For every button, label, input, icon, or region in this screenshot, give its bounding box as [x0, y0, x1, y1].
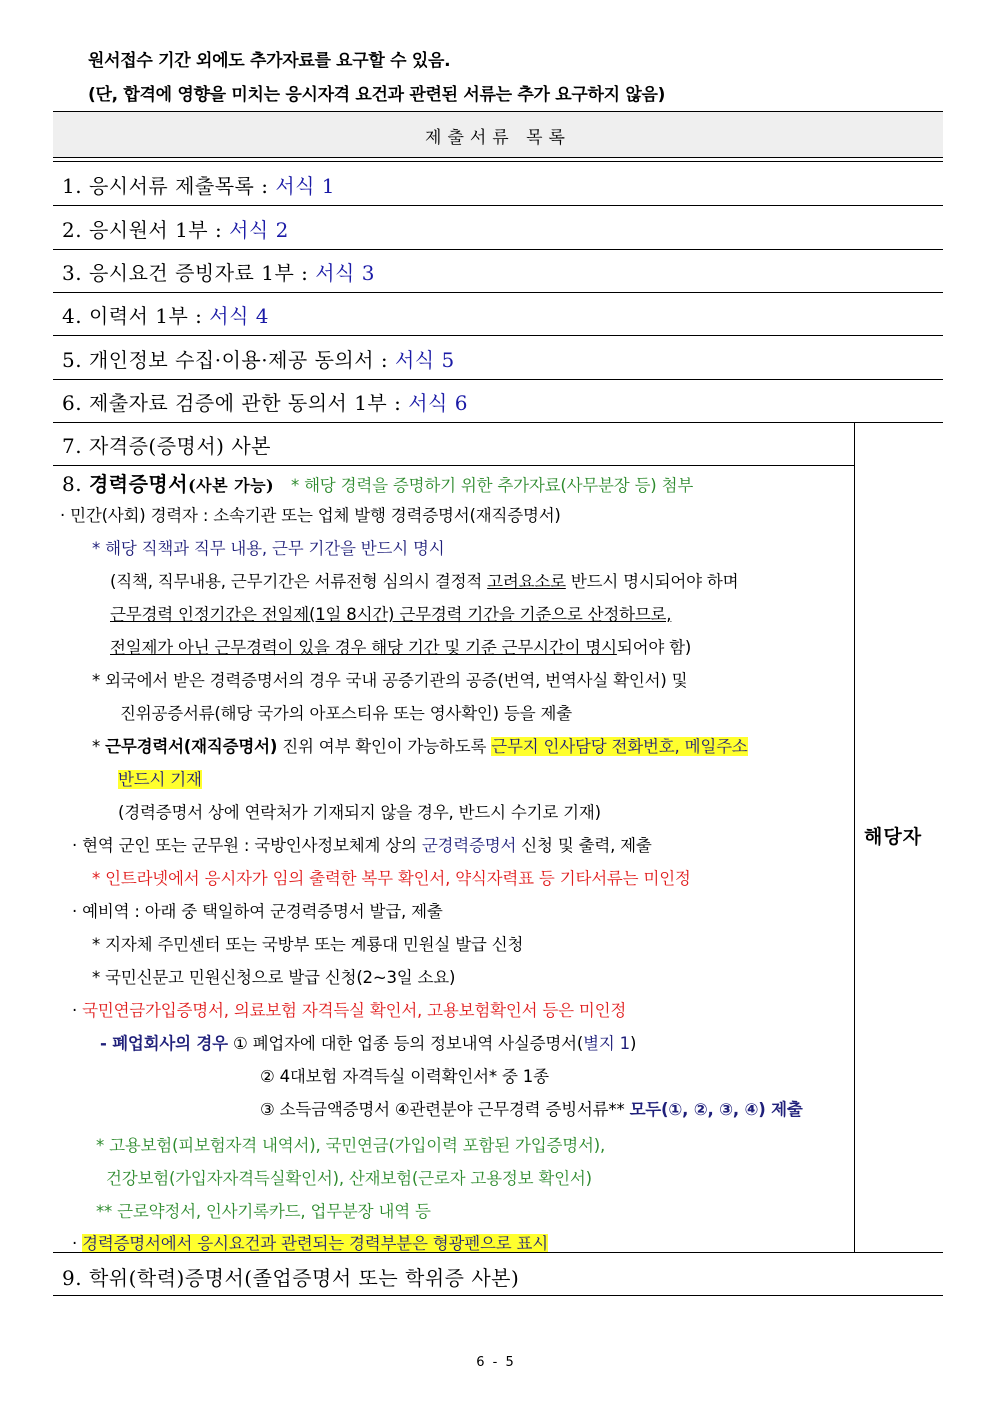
text: 근무경력서(재직증명서): [105, 737, 278, 756]
row-7: 7. 자격증(증명서) 사본: [62, 434, 271, 458]
text: 되어야 함): [616, 638, 692, 657]
row-label: 2. 응시원서 1부 :: [62, 218, 230, 242]
verify-note: [92, 733, 748, 757]
verify-note-2: [118, 766, 202, 790]
verify-paren: (경력증명서 상에 연락처가 기재되지 않을 경우, 반드시 수기로 기재): [118, 803, 601, 822]
text: ): [629, 1034, 637, 1053]
column-divider: [854, 422, 855, 1252]
row-divider: [53, 1252, 943, 1253]
text: 모두(①, ②, ③, ④) 제출: [629, 1100, 803, 1119]
form-ref: 서식 6: [408, 391, 468, 415]
foreign-note-2: 진위공증서류(해당 국가의 아포스티유 또는 영사확인) 등을 제출: [120, 704, 572, 723]
insurance-note-1: * 고용보험(피보험자격 내역서), 국민연금(가입이력 포함된 가입증명서),: [96, 1136, 606, 1155]
row-8-note: * 해당 경력을 증명하기 위한 추가자료(사무분장 등) 첨부: [290, 476, 694, 495]
text: 반드시 명시되어야 하며: [565, 572, 739, 591]
row-label: 4. 이력서 1부 :: [62, 304, 210, 328]
row-5: [62, 344, 455, 373]
closed-company-2: ② 4대보험 자격득실 이력확인서* 중 1종: [260, 1067, 549, 1086]
highlight-instruction: [72, 1230, 548, 1254]
military-note: * 인트라넷에서 응시자가 임의 출력한 복무 확인서, 약식자력표 등 기타서류는 미인정: [92, 869, 691, 888]
row-3: [62, 257, 375, 286]
row-label: 1. 응시서류 제출목록 :: [62, 174, 276, 198]
text: 고려요소로: [487, 572, 566, 591]
row-divider: [53, 465, 854, 466]
text: · 현역 군인 또는 군무원 : 국방인사정보체계 상의: [72, 836, 422, 855]
row-divider: [53, 379, 943, 380]
header-divider: [53, 157, 943, 158]
form-ref: 서식 1: [275, 174, 336, 198]
civil-paren-2: 근무경력 인정기간은 전일제(1일 8시간) 근무경력 기간을 기준으로 산정하므로,: [110, 605, 672, 624]
table-header: 제출서류 목록: [53, 111, 943, 158]
insurance-note-2: 건강보험(가입자자격득실확인서), 산재보험(근로자 고용정보 확인서): [106, 1169, 592, 1188]
highlighted-text: 근무지 인사담당 전화번호, 메일주소: [491, 737, 748, 756]
table-bottom: [53, 1295, 943, 1296]
military-active: [72, 832, 652, 856]
text: 국민연금가입증명서, 의료보험 자격득실 확인서, 고용보험확인서 등은 미인정: [82, 1001, 627, 1020]
row-6: [62, 387, 468, 416]
text: ·: [72, 1001, 83, 1020]
row-label: 6. 제출자료 검증에 관한 동의서 1부 :: [62, 391, 409, 415]
highlighted-text: 반드시 기재: [118, 770, 202, 789]
reserve-option-1: * 지자체 주민센터 또는 국방부 또는 계룡대 민원실 발급 신청: [92, 935, 524, 954]
closed-company-1: [100, 1030, 636, 1054]
text: ③ 소득금액증명서 ④관련분야 근무경력 증빙서류**: [260, 1100, 630, 1119]
intro-line-2: (단, 합격에 영향을 미치는 응시자격 요건과 관련된 서류는 추가 요구하지 않음): [88, 85, 666, 105]
row-8: [62, 468, 693, 497]
text: - 폐업회사의 경우: [100, 1034, 228, 1053]
row-number: 8.: [62, 472, 89, 496]
row-title: 경력증명서: [88, 472, 189, 496]
highlighted-text: 경력증명서에서 응시요건과 관련되는 경력부분은 형광펜으로 표시: [82, 1234, 549, 1253]
applicable-label: 해당자: [864, 826, 923, 848]
foreign-note-1: * 외국에서 받은 경력증명서의 경우 국내 공증기관의 공증(번역, 번역사실 확인서) 및: [92, 671, 688, 690]
row-9: 9. 학위(학력)증명서(졸업증명서 또는 학위증 사본): [62, 1266, 520, 1290]
row-label: 3. 응시요건 증빙자료 1부 :: [62, 261, 316, 285]
intro-line-1: 원서접수 기간 외에도 추가자료를 요구할 수 있음.: [88, 51, 451, 71]
page-number: 6 - 5: [476, 1355, 516, 1370]
not-accepted: [72, 997, 626, 1021]
form-ref: 서식 5: [394, 348, 455, 372]
closed-company-3: [260, 1096, 803, 1120]
row-divider: [53, 335, 943, 336]
form-ref: 서식 3: [315, 261, 375, 285]
text: *: [92, 737, 106, 756]
civil-career: · 민간(사회) 경력자 : 소속기관 또는 업체 발행 경력증명서(재직증명서): [60, 506, 561, 525]
row-divider: [53, 205, 943, 206]
row-1: [62, 170, 335, 199]
civil-career-note: * 해당 직책과 직무 내용, 근무 기간을 반드시 명시: [92, 539, 445, 558]
row-divider: [53, 292, 943, 293]
text: 군경력증명서: [421, 836, 517, 855]
insurance-note-3: ** 근로약정서, 인사기록카드, 업무분장 내역 등: [96, 1202, 431, 1221]
row-divider: [53, 249, 943, 250]
header-divider: [53, 161, 943, 162]
text: 별지 1: [583, 1034, 630, 1053]
reserve-option-2: * 국민신문고 민원신청으로 발급 신청(2~3일 소요): [92, 968, 456, 987]
row-divider: [53, 422, 943, 423]
row-title-note: (사본 가능): [188, 476, 275, 495]
reserve: · 예비역 : 아래 중 택일하여 군경력증명서 발급, 제출: [72, 902, 443, 921]
text: 전일제가 아닌 근무경력이 있을 경우 해당 기간 및 기준 근무시간이 명시: [110, 638, 617, 657]
civil-paren-3: [110, 634, 691, 658]
civil-paren-1: [110, 568, 738, 592]
text: 진위 여부 확인이 가능하도록: [277, 737, 492, 756]
row-label: 5. 개인정보 수집·이용·제공 동의서 :: [62, 348, 395, 372]
text: 신청 및 출력, 제출: [516, 836, 652, 855]
row-4: [62, 300, 269, 329]
text: ① 폐업자에 대한 업종 등의 정보내역 사실증명서(: [227, 1034, 584, 1053]
row-2: [62, 214, 289, 243]
form-ref: 서식 2: [229, 218, 289, 242]
form-ref: 서식 4: [209, 304, 269, 328]
text: ·: [72, 1234, 83, 1253]
text: (직책, 직무내용, 근무기간은 서류전형 심의시 결정적: [110, 572, 488, 591]
